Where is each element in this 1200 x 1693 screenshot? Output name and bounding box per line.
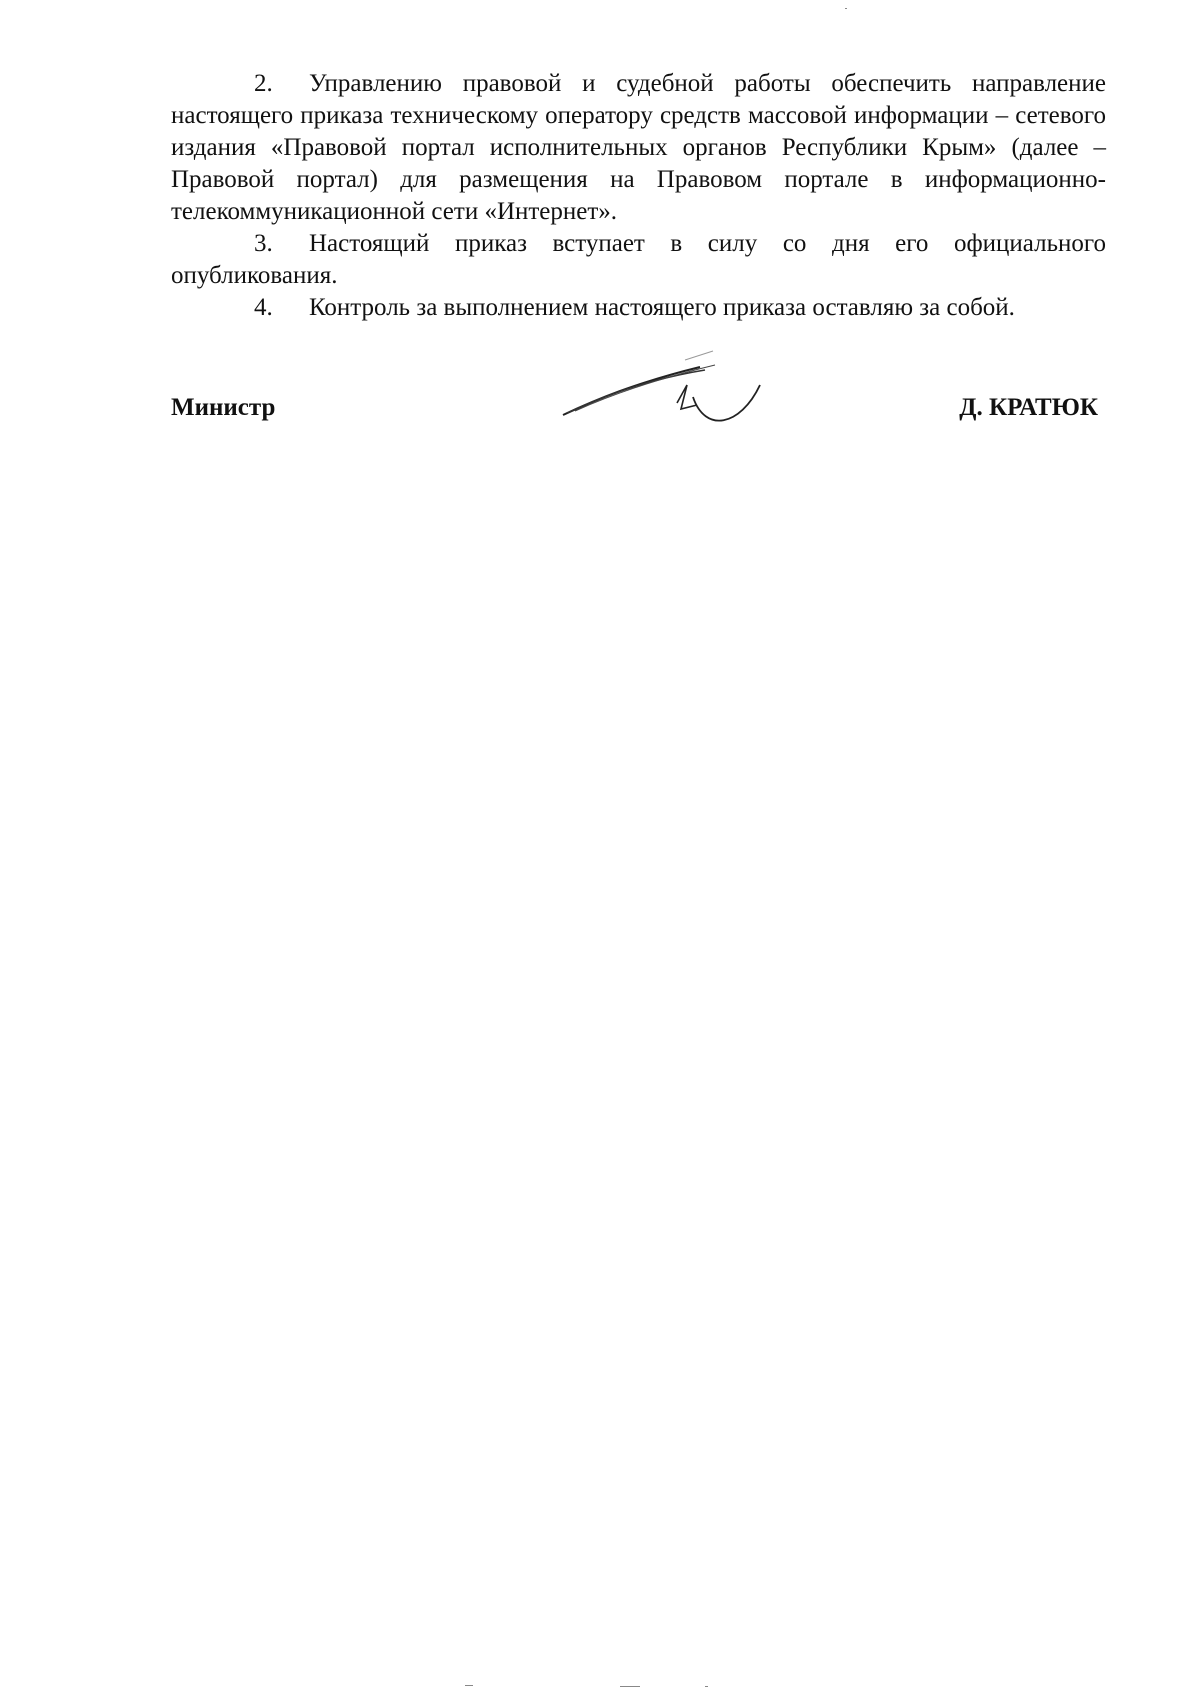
paragraph-text: Настоящий приказ вступает в силу со дня его официального опубликования. — [171, 230, 1106, 289]
paragraph-number: 2. — [254, 70, 273, 97]
document-body — [171, 68, 1106, 324]
scan-artifact — [845, 8, 847, 9]
paragraph-text: Управлению правовой и судебной работы обеспечить направление настоящего приказа техническому оператору средств массовой информации – сетевого издания «Правовой портал исполнительных органов Республики Крым» (далее – Правовой портал) для размещения на Правовом портале в информационно-телекоммуникационной сети «Интернет». — [171, 70, 1106, 225]
paragraph-3 — [171, 228, 1106, 292]
handwritten-signature — [555, 345, 795, 445]
paragraph-number: 4. — [254, 294, 273, 321]
paragraph-text: Контроль за выполнением настоящего приказа оставляю за собой. — [309, 294, 1015, 321]
scan-artifact — [465, 1685, 473, 1686]
paragraph-number: 3. — [254, 230, 273, 257]
scan-artifact — [620, 1686, 640, 1687]
signatory-title: Министр — [171, 394, 276, 421]
paragraph-2 — [171, 68, 1106, 228]
paragraph-4 — [171, 292, 1106, 324]
signatory-name: Д. КРАТЮК — [959, 394, 1098, 421]
scan-artifact — [705, 1686, 708, 1687]
